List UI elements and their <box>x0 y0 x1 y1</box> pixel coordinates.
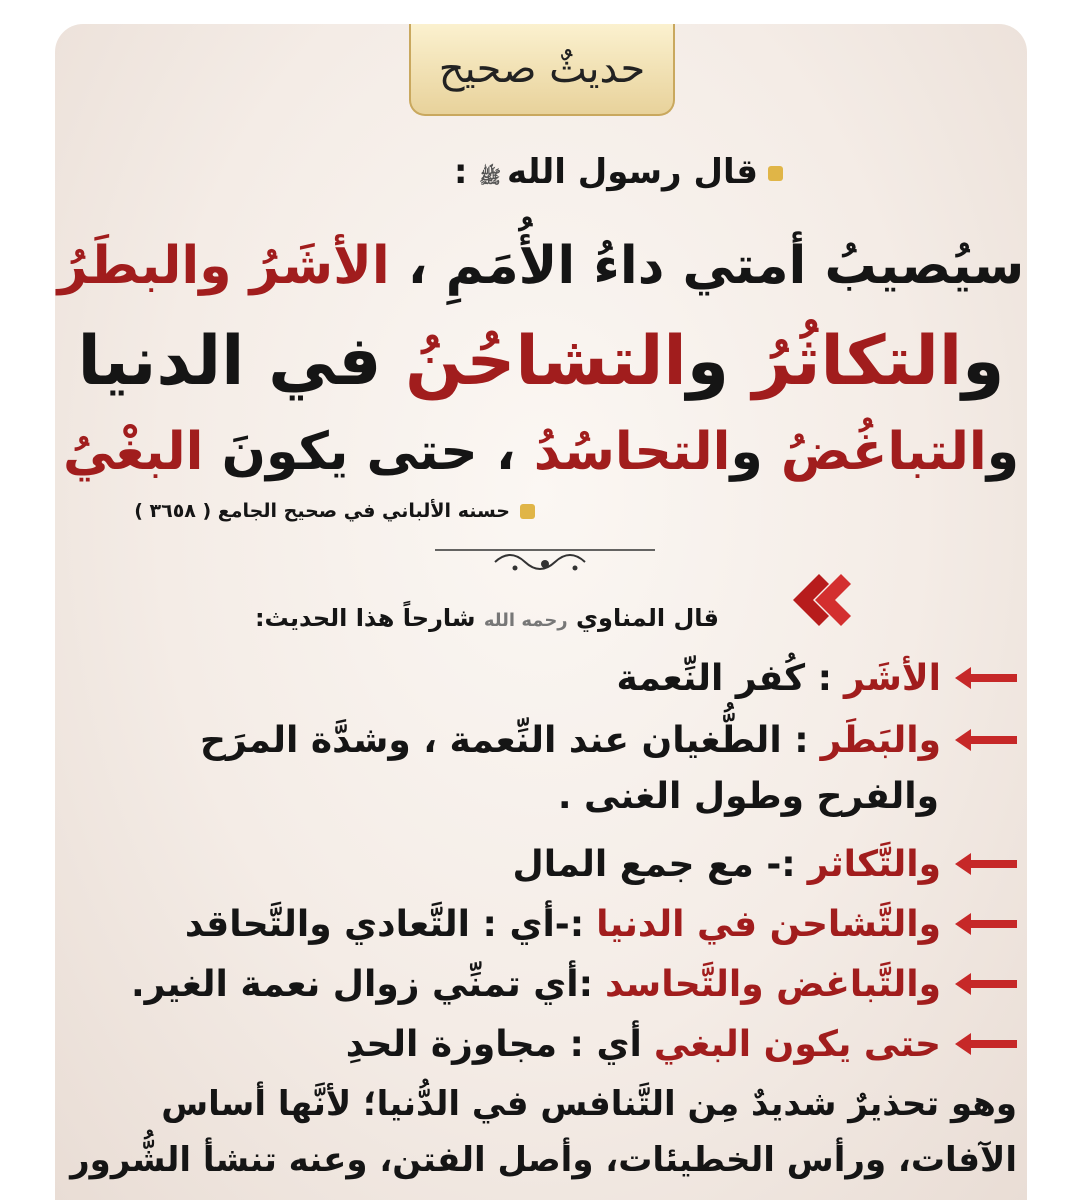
ornament-divider-icon <box>435 542 655 578</box>
intro-text: قال رسول الله <box>507 152 758 192</box>
definition-term: والتَّباغض والتَّحاسد <box>605 963 941 1005</box>
definition-row <box>131 956 1017 1012</box>
hadith-line-3 <box>55 422 1027 482</box>
definition-term: والبَطَر <box>820 719 941 761</box>
hadith-keyword: البغْيُ <box>62 422 204 482</box>
explainer-name: قال المناوي <box>576 604 719 632</box>
hadith-keyword: التكاثُرُ <box>752 322 963 401</box>
arrow-left-icon <box>955 851 1017 877</box>
hadith-text: و <box>986 422 1020 482</box>
arrow-left-icon <box>955 665 1017 691</box>
hadith-source <box>134 500 535 522</box>
hadith-line-1 <box>55 236 1027 296</box>
definition-row <box>346 1016 1017 1072</box>
closing-line-2: الآفات، ورأس الخطيئات، وأصل الفتن، وعنه تنشأ الشُّرور <box>70 1140 1017 1180</box>
definition-text: أي : مجاوزة الحدِ <box>345 1023 642 1065</box>
definition-text: : الطُّغيان عند النِّعمة ، وشدَّة المرَح <box>200 719 809 761</box>
arrow-left-icon <box>955 1031 1017 1057</box>
hadith-grade-badge <box>409 24 675 116</box>
hadith-text: سيُصيبُ أمتي داءُ الأُمَمِ ، <box>389 236 1025 296</box>
closing-line-1: وهو تحذيرٌ شديدٌ مِن التَّنافس في الدُّنيا؛ لأنَّها أساس <box>161 1084 1017 1124</box>
definition-row <box>185 896 1017 952</box>
hadith-text: ، حتى يكونَ <box>203 422 534 482</box>
hadith-card <box>55 24 1027 1200</box>
hadith-text: في الدنيا <box>77 322 406 401</box>
explainer-honorific: رحمه الله <box>483 610 568 631</box>
hadith-keyword: التحاسُدُ <box>533 422 731 482</box>
definition-text: :-أي : التَّعادي والتَّحاقد <box>184 903 585 945</box>
hadith-text: و <box>686 322 753 401</box>
definition-text: :- مع جمع المال <box>512 843 796 885</box>
definition-term: والتَّكاثر <box>807 843 941 885</box>
definition-text: :أي تمنِّي زوال نعمة الغير. <box>130 963 594 1005</box>
definition-term: والتَّشاحن في الدنيا <box>596 903 941 945</box>
hadith-line-2 <box>55 322 1027 401</box>
source-text: حسنه الألباني في صحيح الجامع ( ٣٦٥٨ ) <box>134 500 510 522</box>
arrow-left-icon <box>955 971 1017 997</box>
honorific: ﷺ <box>479 167 502 188</box>
definition-term: الأشَر <box>844 657 941 699</box>
hadith-text: و <box>962 322 1005 401</box>
definition-row <box>617 650 1018 706</box>
definition-row <box>512 836 1017 892</box>
bullet-square-icon <box>768 166 783 181</box>
hadith-text: و <box>730 422 781 482</box>
definition-row <box>200 712 1017 768</box>
bullet-square-icon <box>520 504 535 519</box>
definition-text: : كُفر النِّعمة <box>616 657 833 699</box>
hadith-keyword: الأشَرُ والبطَرُ <box>57 236 390 296</box>
hadith-keyword: التباغُضُ <box>780 422 987 482</box>
definition-continuation: والفرح وطول الغنى . <box>557 776 939 817</box>
explainer-line <box>255 604 719 632</box>
chevron-left-icon <box>783 570 853 630</box>
intro-colon: : <box>453 152 468 192</box>
intro-line <box>454 152 783 192</box>
arrow-left-icon <box>955 727 1017 753</box>
arrow-left-icon <box>955 911 1017 937</box>
definition-term: حتى يكون البغي <box>653 1023 941 1065</box>
hadith-keyword: التشاحُنُ <box>405 322 687 401</box>
badge-text: حديثٌ صحيح <box>438 46 646 92</box>
explainer-rest: شارحاً هذا الحديث: <box>254 604 476 632</box>
